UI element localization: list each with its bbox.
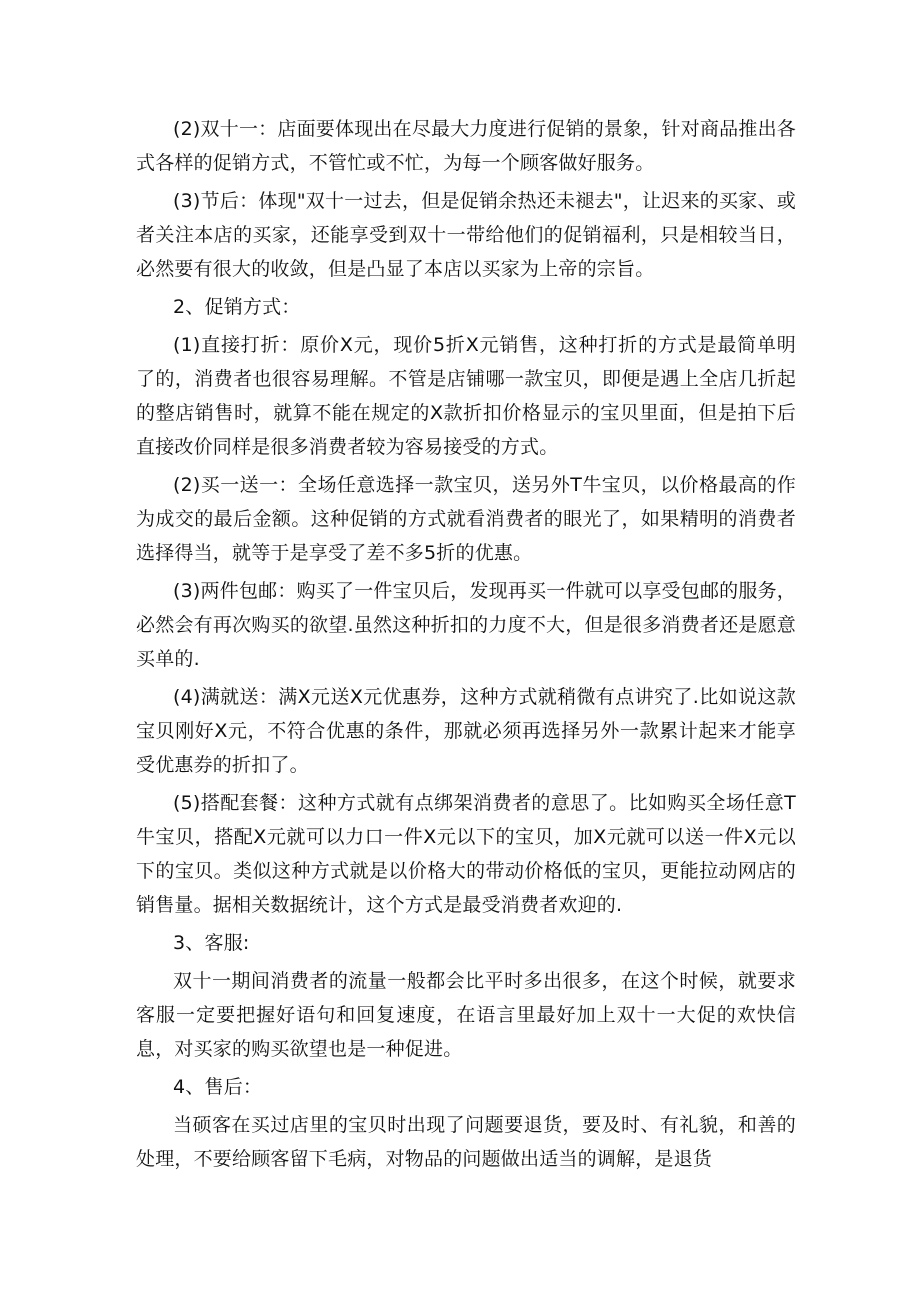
paragraph-double-eleven: (2)双十一：店面要体现出在尽最大力度进行促销的景象，针对商品推出各式各样的促销方式，不管忙或不忙，为每一个顾客做好服务。 bbox=[136, 118, 796, 174]
paragraph-after-festival: (3)节后：体现"双十一过去，但是促销余热还未褪去"，让迟来的买家、或者关注本店的买家，还能享受到双十一带给他们的促销福利，只是相较当日，必然要有很大的收敛，但是凸显了本店以买家为上帝的宗旨。 bbox=[136, 190, 796, 280]
heading-after-sales: 4、售后： bbox=[173, 1076, 263, 1098]
paragraph-customer-service: 双十一期间消费者的流量一般都会比平时多出很多，在这个时候，就要求客服一定要把握好语句和回复速度，在语言里最好加上双十一大促的欢快信息，对买家的购买欲望也是一种促进。 bbox=[136, 970, 796, 1060]
paragraph-spend-and-get: (4)满就送：满X元送X元优惠券，这种方式就稍微有点讲究了.比如说这款宝贝刚好X元，不符合优惠的条件，那就必须再选择另外一款累计起来才能享受优惠券的折扣了。 bbox=[136, 686, 796, 776]
heading-promotion-methods: 2、促销方式： bbox=[173, 296, 301, 318]
paragraph-after-sales: 当硕客在买过店里的宝贝时出现了问题要退货，要及时、有礼貌，和善的处理，不要给顾客留下毛病，对物品的问题做出适当的调解，是退货 bbox=[136, 1114, 796, 1170]
paragraph-bundle-package: (5)搭配套餐：这种方式就有点绑架消费者的意思了。比如购买全场任意T牛宝贝，搭配X元就可以力口一件X元以下的宝贝，加X元就可以送一件X元以下的宝贝。类似这种方式就是以价格大的带动价格低的宝贝，更能拉动网店的销售量。据相关数据统计，这个方式是最受消费者欢迎的. bbox=[136, 792, 796, 916]
heading-customer-service: 3、客服: bbox=[173, 932, 250, 954]
paragraph-direct-discount: (1)直接打折：原价X元，现价5折X元销售，这种打折的方式是最简单明了的，消费者也很容易理解。不管是店铺哪一款宝贝，即便是遇上全店几折起的整店销售时，就算不能在规定的X款折扣价格显示的宝贝里面，但是拍下后直接改价同样是很多消费者较为容易接受的方式。 bbox=[136, 334, 796, 458]
paragraph-free-shipping: (3)两件包邮：购买了一件宝贝后，发现再买一件就可以享受包邮的服务，必然会有再次购买的欲望.虽然这种折扣的力度不大，但是很多消费者还是愿意买单的. bbox=[136, 580, 796, 670]
paragraph-buy-one-get-one: (2)买一送一：全场任意选择一款宝贝，送另外T牛宝贝，以价格最高的作为成交的最后金额。这种促销的方式就看消费者的眼光了，如果精明的消费者选择得当，就等于是享受了差不多5折的优惠。 bbox=[136, 474, 796, 564]
